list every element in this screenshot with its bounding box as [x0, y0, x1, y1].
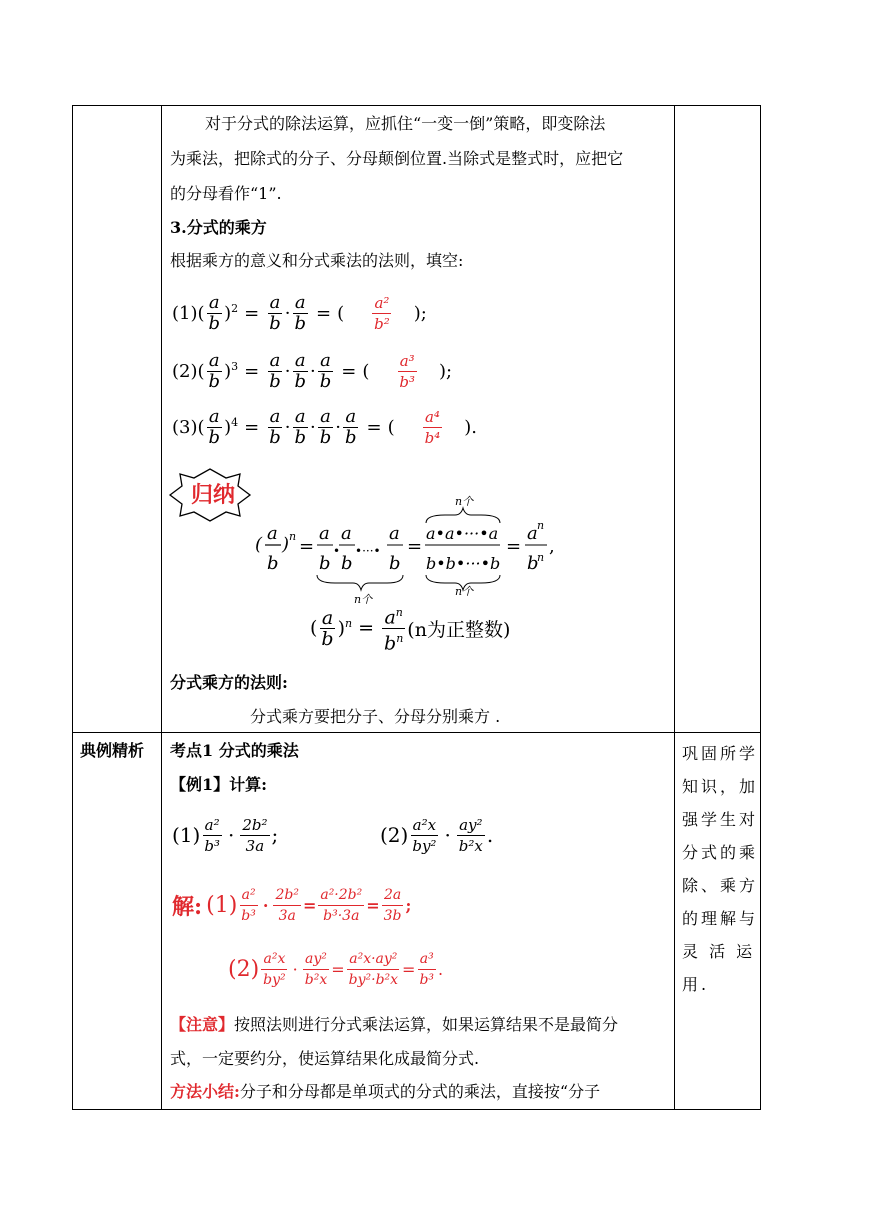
purpose-line: 用.	[682, 975, 710, 994]
answer-denominator: b²	[374, 314, 390, 333]
note-paragraph	[170, 1015, 618, 1035]
topic-title: 考点1 分式的乘法	[170, 741, 299, 760]
power-item-3: (3) ( $\frac{a}{b}$ )$^4$ = $\frac{a}{b}$ · $\frac{a}{b}$ · $\frac{a}{b}$ · $\frac{a}{b}$ = ( $\frac{\text{a⁴}}{\text{b⁴}}$ ).	[172, 405, 478, 448]
example-problem-2: (2) $\frac{\text{a²x}}{\text{by²}}$ · $\frac{\text{ay²}}{\text{b²x}}$ .	[380, 815, 494, 855]
purpose-line: 知识，加	[682, 777, 759, 796]
svg-text:b: b	[527, 553, 539, 574]
general-power-rule: ( $\frac{a}{b}$ )$^n$ = $\frac{a^n}{b^n}$ (n为正整数)	[310, 600, 510, 656]
item-label: (3)	[172, 416, 198, 438]
svg-text:n个: n个	[455, 585, 474, 598]
row-divider	[73, 732, 760, 733]
svg-text:b: b	[389, 553, 401, 574]
svg-text:=: =	[299, 536, 315, 557]
power-exponent: 4	[231, 416, 239, 429]
solution-2: (2) $\frac{\text{a²x}}{\text{by²}}$ · $\frac{\text{ay²}}{\text{b²x}}$ = $\frac{\text{a²x·ay²}}{\text{by²·b²x}}$ = $\frac{\text{a³}}{\text{b³}}$ .	[228, 950, 444, 988]
svg-text:a•a•···•a: a•a•···•a	[426, 524, 499, 543]
svg-text:): )	[282, 534, 290, 555]
purpose-line: 巩固所学	[682, 744, 759, 763]
item-label: (1)	[172, 302, 198, 324]
teaching-purpose-column	[682, 737, 758, 1001]
svg-text:•···•: •···•	[355, 544, 381, 558]
svg-text:a: a	[319, 523, 330, 544]
solution-label: 解:	[172, 893, 203, 920]
method-paragraph	[170, 1082, 600, 1102]
item-end: );	[439, 360, 453, 382]
svg-text:b: b	[341, 553, 353, 574]
power-exponent: 3	[231, 360, 239, 373]
svg-text:n: n	[537, 519, 545, 532]
note-text-1: 按照法则进行分式乘法运算，如果运算结果不是最简分	[234, 1015, 619, 1034]
method-label: 方法小结:	[170, 1082, 240, 1101]
svg-text:•: •	[333, 544, 341, 558]
power-item-1: (1) ( $\frac{a}{b}$ )$^2$ = $\frac{a}{b}$ · $\frac{a}{b}$ = ( $\frac{\text{a²}}{\text{b²}}$ );	[172, 291, 427, 334]
rule-text: 分式乘方要把分子、分母分别乘方 .	[250, 707, 501, 726]
examples-left-label: 典例精析	[80, 741, 145, 760]
purpose-line: 分式的乘	[682, 843, 759, 862]
column-divider-left	[161, 106, 162, 1109]
section-3-title: 3.分式的乘方	[170, 218, 267, 237]
svg-text:n个: n个	[455, 495, 474, 508]
svg-text:a: a	[389, 523, 400, 544]
answer-numerator: a⁴	[424, 407, 440, 426]
column-divider-right	[674, 106, 675, 1109]
svg-text:=: =	[506, 536, 522, 557]
purpose-line: 的理解与	[682, 909, 759, 928]
purpose-line: 除、乘方	[682, 876, 759, 895]
svg-text:b•b•···•b: b•b•···•b	[426, 554, 501, 573]
rule-title: 分式乘方的法则:	[170, 673, 288, 692]
intro-line-1: 对于分式的除法运算，应抓住“一变一倒”策略，即变除法	[205, 114, 606, 133]
svg-text:(: (	[255, 534, 263, 555]
note-text-2: 式，一定要约分，使运算结果化成最简分式.	[170, 1049, 480, 1068]
svg-text:,: ,	[549, 536, 555, 557]
intro-line-2: 为乘法，把除式的分子、分母颠倒位置.当除式是整式时，应把它	[170, 149, 624, 168]
method-text: 分子和分母都是单项式的分式的乘法，直接按“分子	[239, 1082, 601, 1101]
svg-text:n: n	[289, 530, 297, 543]
svg-text:=: =	[407, 536, 423, 557]
answer-numerator: a³	[399, 351, 415, 370]
example-problem-1: (1) $\frac{\text{a²}}{\text{b³}}$ · $\frac{\text{2b²}}{3a}$ ;	[172, 815, 279, 855]
section-3-prompt: 根据乘方的意义和分式乘法的法则，填空:	[170, 251, 464, 270]
example-label: 【例1】计算:	[170, 775, 268, 794]
answer-denominator: b⁴	[424, 428, 441, 447]
svg-text:b: b	[319, 553, 331, 574]
general-power-derivation	[255, 495, 565, 605]
item-end: );	[413, 302, 427, 324]
item-label: (2)	[172, 360, 198, 382]
svg-text:n: n	[537, 551, 545, 564]
svg-text:b: b	[267, 553, 279, 574]
svg-text:a: a	[267, 523, 278, 544]
power-item-2: (2) ( $\frac{a}{b}$ )$^3$ = $\frac{a}{b}$ · $\frac{a}{b}$ · $\frac{a}{b}$ = ( $\frac{\text{a³}}{\text{b³}}$ );	[172, 349, 453, 392]
intro-line-3: 的分母看作“1”.	[170, 184, 282, 203]
svg-text:a: a	[341, 523, 352, 544]
power-exponent: 2	[231, 302, 239, 315]
summary-badge-label: 归纳	[191, 482, 236, 508]
positive-integer-note: (n为正整数)	[407, 618, 511, 641]
svg-text:a: a	[527, 523, 538, 544]
answer-denominator: b³	[399, 372, 415, 391]
purpose-line: 灵 活 运	[682, 942, 756, 961]
n-count-bottom-left: n个	[354, 593, 373, 605]
item-end: ).	[464, 416, 478, 438]
note-label: 【注意】	[170, 1015, 235, 1034]
solution-1: 解: (1) $\frac{\text{a²}}{\text{b³}}$ · $\frac{\text{2b²}}{3a}$ = $\frac{\text{a²·2b²}}{\text{b³·3a}}$ = $\frac{2a}{3b}$ ;	[172, 886, 412, 924]
purpose-line: 强学生对	[682, 810, 759, 829]
answer-numerator: a²	[374, 293, 390, 312]
